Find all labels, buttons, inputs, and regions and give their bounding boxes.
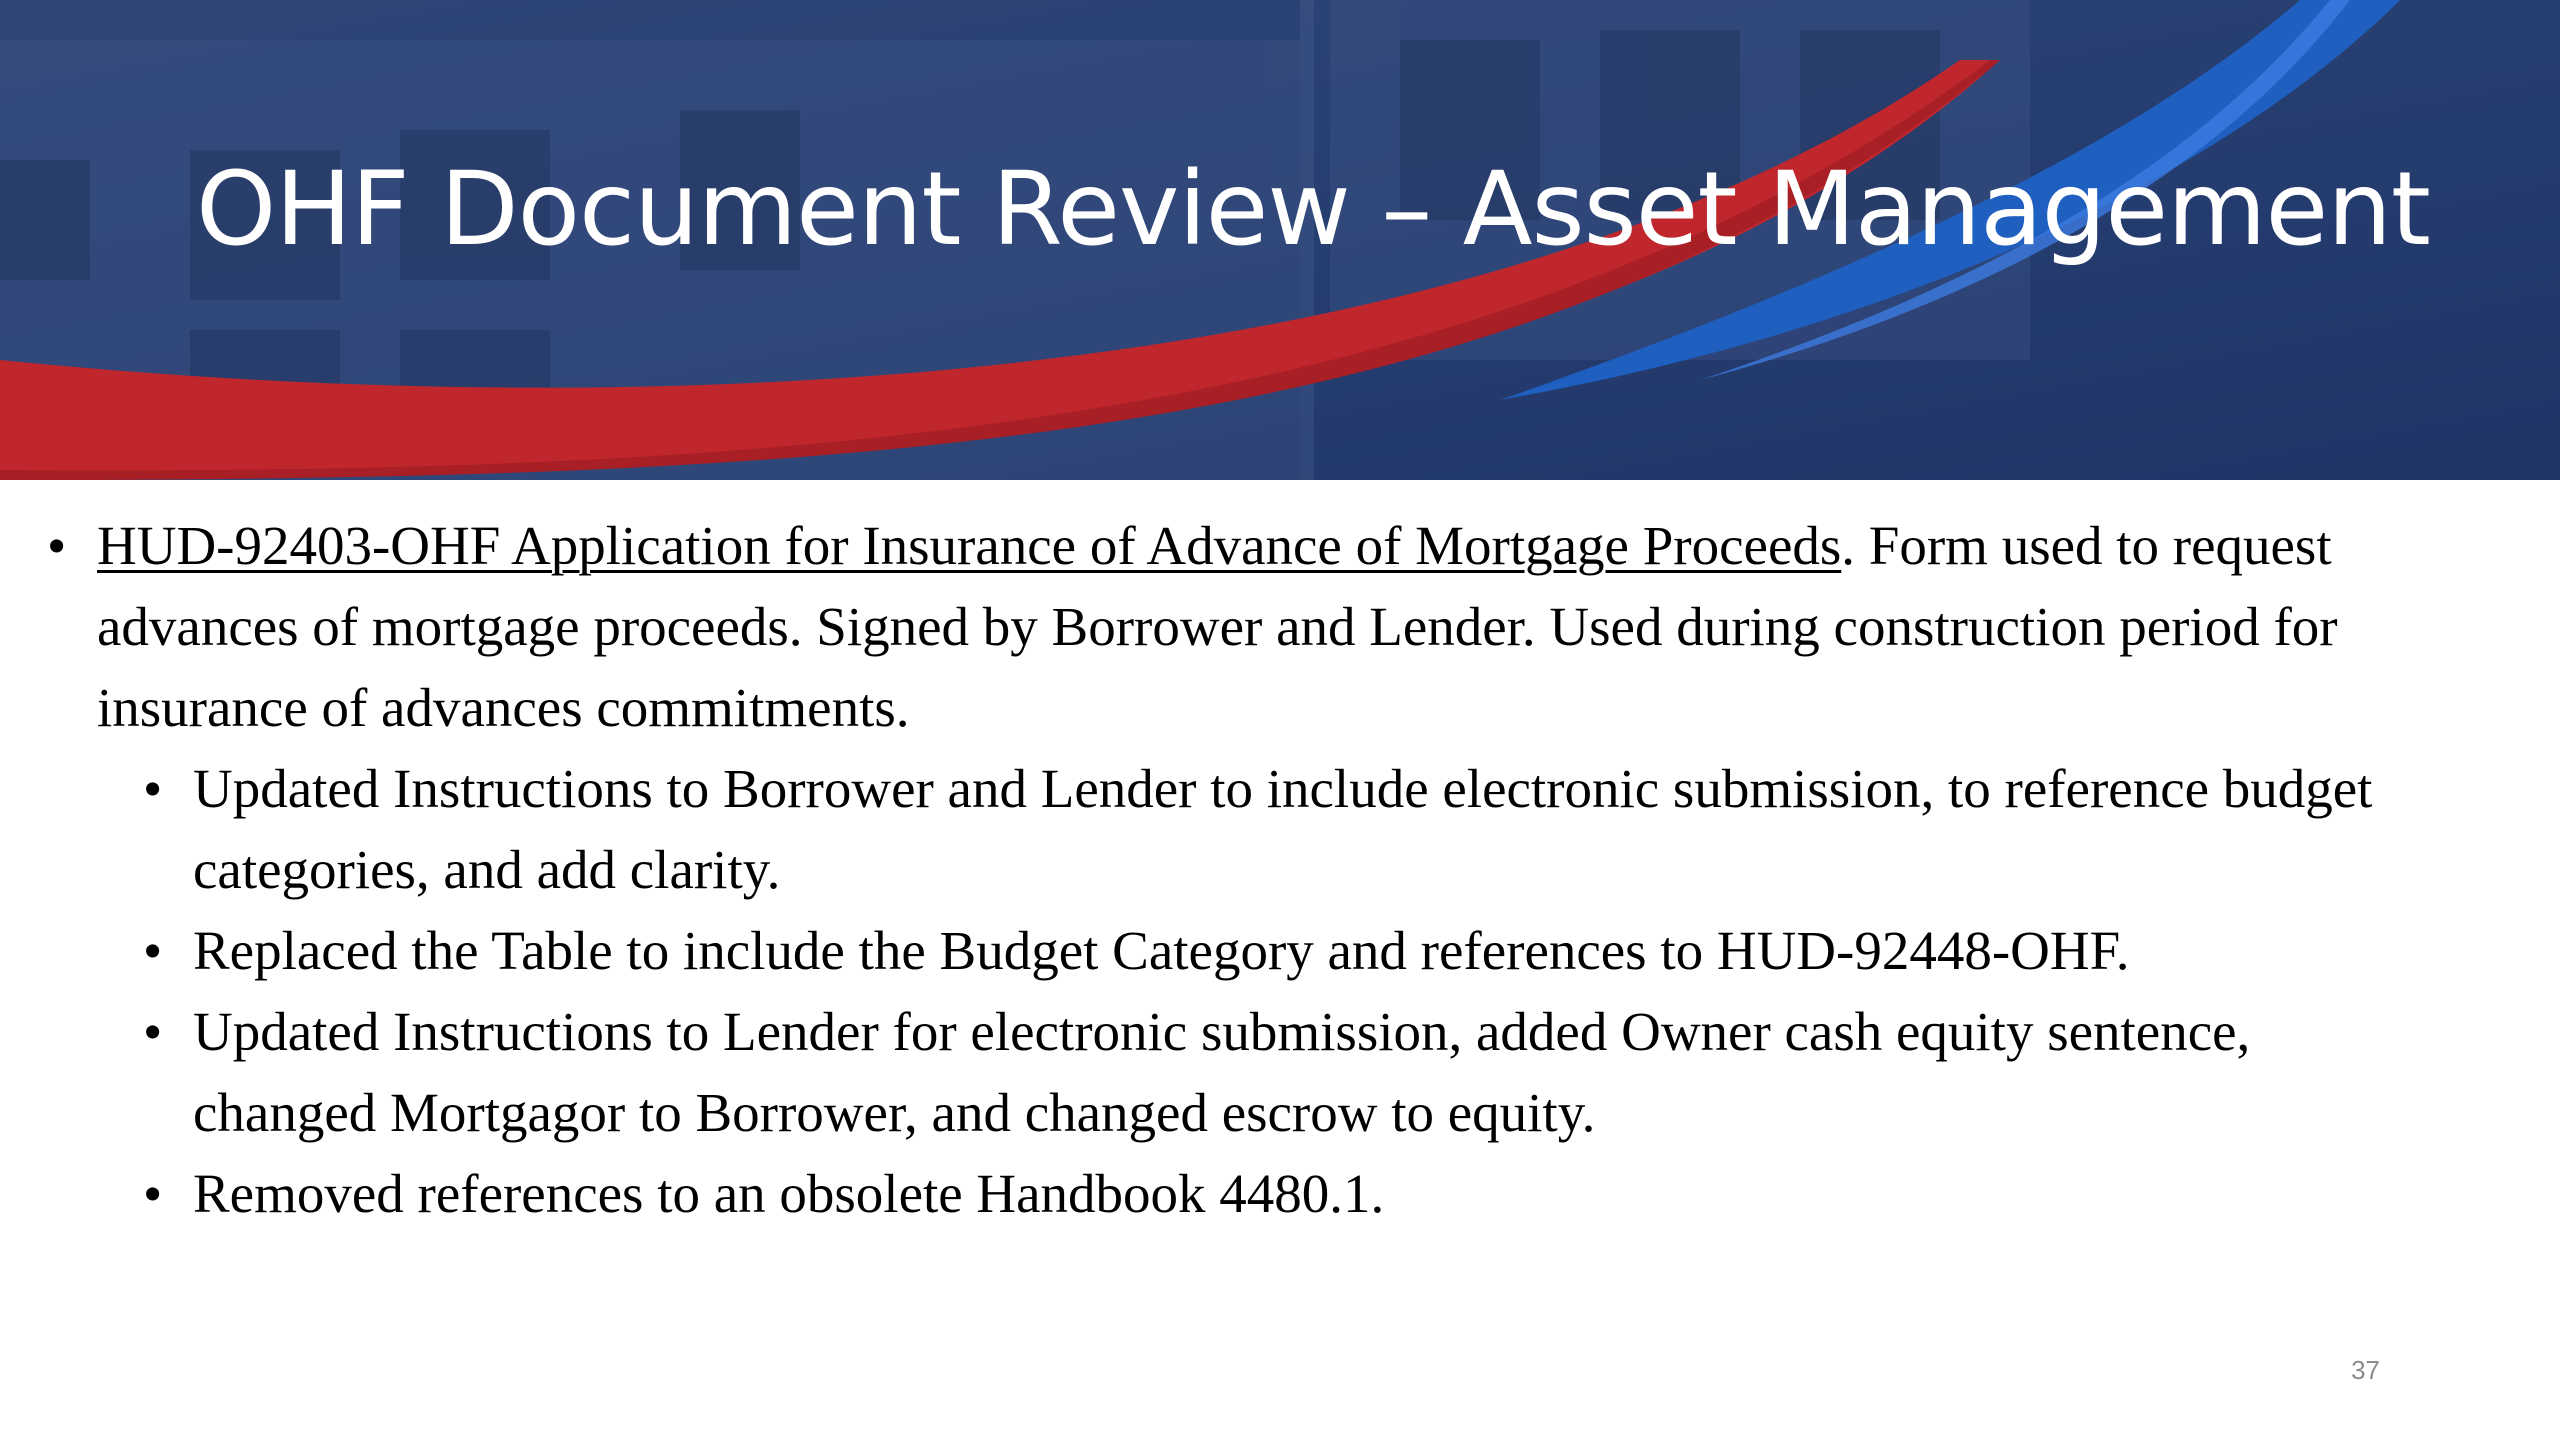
- bullet-icon: •: [143, 920, 163, 981]
- page-number: 37: [2351, 1355, 2380, 1385]
- title-banner: [0, 0, 2560, 480]
- main-bullet-item: [47, 505, 2497, 748]
- sub-bullet-text: Replaced the Table to include the Budget Category and references to HUD-92448-OHF.: [193, 920, 2130, 981]
- slide-body: [0, 505, 2560, 1234]
- bullet-icon: •: [47, 515, 67, 576]
- sub-bullet-item: [143, 748, 2393, 910]
- bullet-icon: •: [143, 1163, 163, 1224]
- sub-bullet-text: Removed references to an obsolete Handbook 4480.1.: [193, 1163, 1385, 1224]
- sub-bullet-text: Updated Instructions to Borrower and Lender to include electronic submission, to reference budget categories, and add clarity.: [193, 758, 2373, 900]
- slide-title: OHF Document Review – Asset Management: [196, 150, 2430, 269]
- item-description: . Form used to request advances of mortgage proceeds. Signed by Borrower and Lender. Used during construction period for insurance of advances commitments.: [97, 515, 2338, 738]
- sub-bullet-item: [143, 1153, 2393, 1234]
- bullet-icon: •: [143, 758, 163, 819]
- bullet-icon: •: [143, 1001, 163, 1062]
- sub-bullet-item: [143, 910, 2393, 991]
- document-link[interactable]: HUD-92403-OHF Application for Insurance of Advance of Mortgage Proceeds: [97, 515, 1842, 576]
- sub-bullet-item: [143, 991, 2393, 1153]
- sub-bullet-text: Updated Instructions to Lender for electronic submission, added Owner cash equity sentence, changed Mortgagor to Borrower, and changed escrow to equity.: [193, 1001, 2251, 1143]
